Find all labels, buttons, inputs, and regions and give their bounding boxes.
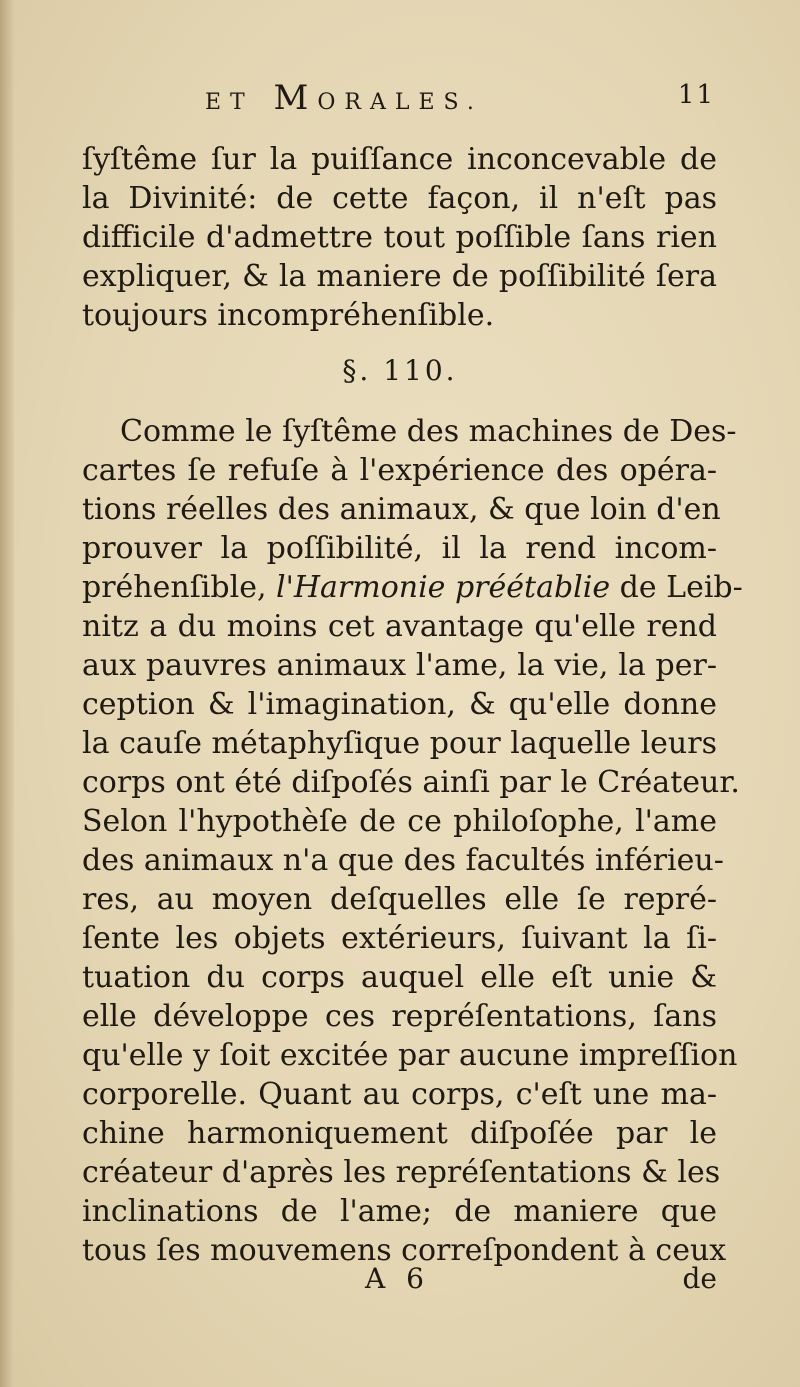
running-head-prefix: ET: [205, 90, 254, 115]
page-number: 11: [677, 80, 715, 110]
text-line: cartes ſe refuſe à l'expérience des opéra-: [82, 453, 717, 488]
text-line: ſente les objets extérieurs, ſuivant la ſi-: [82, 921, 717, 956]
text-line: des animaux n'a que des facultés inférieu-: [82, 843, 724, 878]
text-line: tions réelles des animaux, & que loin d'en: [82, 492, 721, 527]
text-line: ſyſtême ſur la puiſſance inconcevable de: [82, 142, 717, 177]
text-line: chine harmoniquement diſpoſée par le: [82, 1116, 717, 1151]
text-line: créateur d'après les repréſentations & les: [82, 1155, 721, 1190]
text-line-emphasis: [82, 568, 743, 607]
text-line: Selon l'hypothèſe de ce philoſophe, l'ame: [82, 804, 717, 839]
signature-mark: A 6: [365, 1262, 430, 1295]
text-line: la cauſe métaphyſique pour laquelle leurs: [82, 726, 717, 761]
text-line: Comme le ſyſtême des machines de Des-: [120, 414, 737, 449]
running-head-title: [205, 78, 483, 118]
running-head-rest: ORALES.: [317, 90, 483, 115]
text-line: expliquer, & la maniere de poſſibilité ſera: [82, 259, 717, 294]
text-line: corps ont été diſpoſés ainſi par le Créateur.: [82, 765, 740, 800]
text-line: elle développe ces repréſentations, ſans: [82, 999, 717, 1034]
text-line: toujours incompréhenſible.: [82, 298, 495, 333]
text-line: corporelle. Quant au corps, c'eſt une ma-: [82, 1077, 717, 1112]
text-line: nitz a du moins cet avantage qu'elle rend: [82, 609, 717, 644]
emphasis-before: préhenſible,: [82, 570, 277, 605]
running-head: [205, 78, 715, 118]
text-line: tous ſes mouvemens correſpondent à ceux: [82, 1233, 727, 1268]
text-line: qu'elle y ſoit excitée par aucune impreſſion: [82, 1038, 738, 1073]
text-line: prouver la poſſibilité, il la rend incom-: [82, 531, 717, 566]
paragraph-section-110: [82, 412, 743, 1270]
text-line: la Divinité: de cette façon, il n'eſt pas: [82, 181, 717, 216]
running-head-initial: M: [273, 78, 318, 118]
emphasis-after: de Leib-: [610, 570, 743, 605]
catchword: de: [682, 1262, 717, 1295]
text-line: inclinations de l'ame; de maniere que: [82, 1194, 717, 1229]
text-line: aux pauvres animaux l'ame, la vie, la per-: [82, 648, 717, 683]
section-heading: §. 110.: [342, 354, 458, 387]
page-footer: [82, 1262, 717, 1298]
text-line: ception & l'imagination, & qu'elle donne: [82, 687, 717, 722]
binding-gutter: [0, 0, 14, 1387]
italic-term: l'Harmonie préétablie: [276, 570, 611, 605]
text-line: tuation du corps auquel elle eſt unie &: [82, 960, 717, 995]
text-line: difficile d'admettre tout poſſible ſans rien: [82, 220, 717, 255]
paragraph-continued: [82, 140, 717, 335]
text-line: res, au moyen deſquelles elle ſe repré-: [82, 882, 717, 917]
